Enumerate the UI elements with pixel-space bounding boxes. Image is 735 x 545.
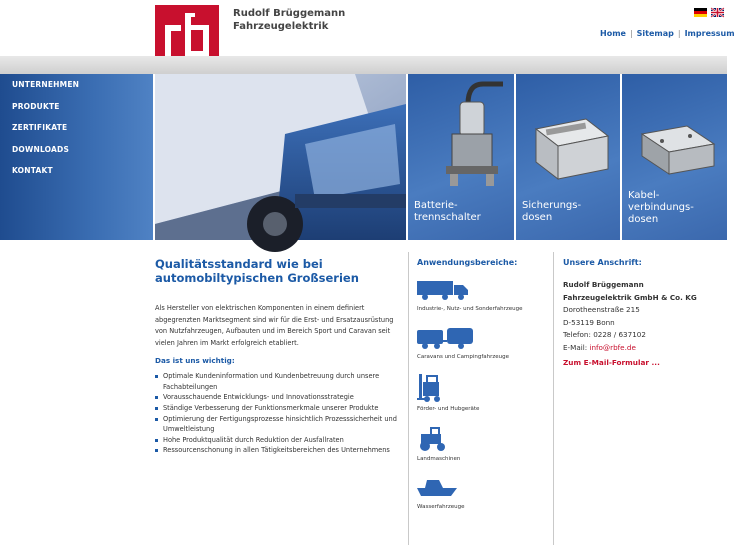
address-phone: Telefon: 0228 / 637102 xyxy=(563,330,646,339)
list-item: Hohe Produktqualität durch Reduktion der Ausfallraten xyxy=(155,435,405,446)
application-item-caravan[interactable] xyxy=(417,326,542,360)
topnav-home[interactable]: Home xyxy=(600,29,626,38)
tile-label-line: verbindungs- xyxy=(628,202,694,213)
application-label: Landmaschinen xyxy=(417,456,461,462)
application-label: Industrie-, Nutz- und Sonderfahrzeuge xyxy=(417,306,523,312)
top-navigation xyxy=(600,29,735,38)
company-line1: Rudolf Brüggemann xyxy=(233,8,346,19)
application-label: Förder- und Hubgeräte xyxy=(417,406,480,412)
forklift-icon xyxy=(417,374,447,404)
nav-item-zertifikate[interactable]: ZERTIFIKATE xyxy=(12,123,68,132)
address-email-row xyxy=(563,342,728,355)
language-selector xyxy=(690,8,724,27)
tile-label-line: trennschalter xyxy=(414,212,481,223)
truck-photo-icon xyxy=(155,74,406,240)
email-link[interactable]: info@rbfe.de xyxy=(589,342,636,352)
page-headline xyxy=(155,257,395,285)
application-item-forklift[interactable] xyxy=(417,374,542,412)
nav-item-kontakt[interactable]: KONTAKT xyxy=(12,166,53,175)
topnav-sitemap[interactable]: Sitemap xyxy=(636,29,674,38)
address-name: Rudolf Brüggemann xyxy=(563,280,644,289)
application-item-boat[interactable] xyxy=(417,476,542,510)
nav-item-downloads[interactable]: DOWNLOADS xyxy=(12,144,70,154)
company-line2: Fahrzeugelektrik xyxy=(233,21,329,32)
address-block xyxy=(563,279,728,354)
application-item-tractor[interactable] xyxy=(417,428,542,462)
nav-item-produkte[interactable]: PRODUKTE xyxy=(12,101,60,111)
caravan-icon xyxy=(417,326,477,350)
boat-icon xyxy=(417,476,457,500)
list-item: Vorausschauende Entwicklungs- und Innovationsstrategie xyxy=(155,392,405,403)
tile-label xyxy=(628,190,694,226)
list-item: Ressourcenschonung in allen Tätigkeitsbereichen des Unternehmens xyxy=(155,445,405,456)
application-item-truck[interactable] xyxy=(417,278,542,312)
hero-truck-image xyxy=(155,74,406,240)
tile-label xyxy=(414,200,481,224)
list-item: Optimierung der Fertigungsprozesse hinsichtlich Prozesssicherheit und Umweltleistung xyxy=(155,414,405,435)
truck-icon xyxy=(417,278,469,302)
tile-label-line: dosen xyxy=(522,212,553,223)
address-title: Unsere Anschrift: xyxy=(563,258,642,267)
column-divider xyxy=(408,252,409,545)
intro-text: Als Hersteller von elektrischen Komponenten in einem definiert abgegrenzten Marktsegment sind wir für die Erst- und Ersatzausrüstung von Nutzfahrzeugen, Aufbauten und im Bereich Sport und Caravan seit vielen Jahren im Markt erfolgreich etabliert. xyxy=(155,304,394,347)
separator: | xyxy=(677,29,681,38)
uk-flag-icon[interactable] xyxy=(711,8,724,17)
list-item: Optimale Kundeninformation und Kundenbetreuung durch unsere Fachabteilungen xyxy=(155,371,405,392)
headline-line: automobiltypischen Großserien xyxy=(155,271,359,285)
tile-label-line: Sicherungs- xyxy=(522,200,582,211)
address-street: Dorotheenstraße 215 xyxy=(563,305,640,314)
email-form-link[interactable]: Zum E-Mail-Formular ... xyxy=(563,358,660,367)
values-list xyxy=(155,371,405,456)
product-tile-kabelverbindungsdosen[interactable] xyxy=(622,74,727,240)
application-label: Wasserfahrzeuge xyxy=(417,504,465,510)
address-company: Fahrzeugelektrik GmbH & Co. KG xyxy=(563,292,697,302)
product-tile-sicherungsdosen[interactable] xyxy=(516,74,620,240)
tile-label-line: dosen xyxy=(628,214,659,225)
product-tile-batterietrennschalter[interactable] xyxy=(408,74,514,240)
headline-line: Qualitätsstandard wie bei xyxy=(155,257,323,271)
tile-label-line: Kabel- xyxy=(628,190,660,201)
values-subheading: Das ist uns wichtig: xyxy=(155,356,235,365)
application-label: Caravans und Campingfahrzeuge xyxy=(417,354,510,360)
nav-item-unternehmen[interactable]: UNTERNEHMEN xyxy=(12,80,80,89)
header-bar xyxy=(0,56,727,74)
topnav-impressum[interactable]: Impressum xyxy=(684,29,735,38)
list-item: Ständige Verbesserung der Funktionsmerkmale unserer Produkte xyxy=(155,403,405,414)
application-areas-title: Anwendungsbereiche: xyxy=(417,258,518,267)
address-city: D-53119 Bonn xyxy=(563,317,615,327)
tractor-icon xyxy=(417,428,447,452)
tile-label xyxy=(522,200,581,224)
column-divider xyxy=(553,252,554,545)
main-navigation xyxy=(0,74,153,240)
german-flag-icon[interactable] xyxy=(694,8,707,17)
separator: | xyxy=(629,29,633,38)
company-name xyxy=(233,7,345,33)
email-label: E-Mail: xyxy=(563,342,590,352)
tile-label-line: Batterie- xyxy=(414,200,458,211)
